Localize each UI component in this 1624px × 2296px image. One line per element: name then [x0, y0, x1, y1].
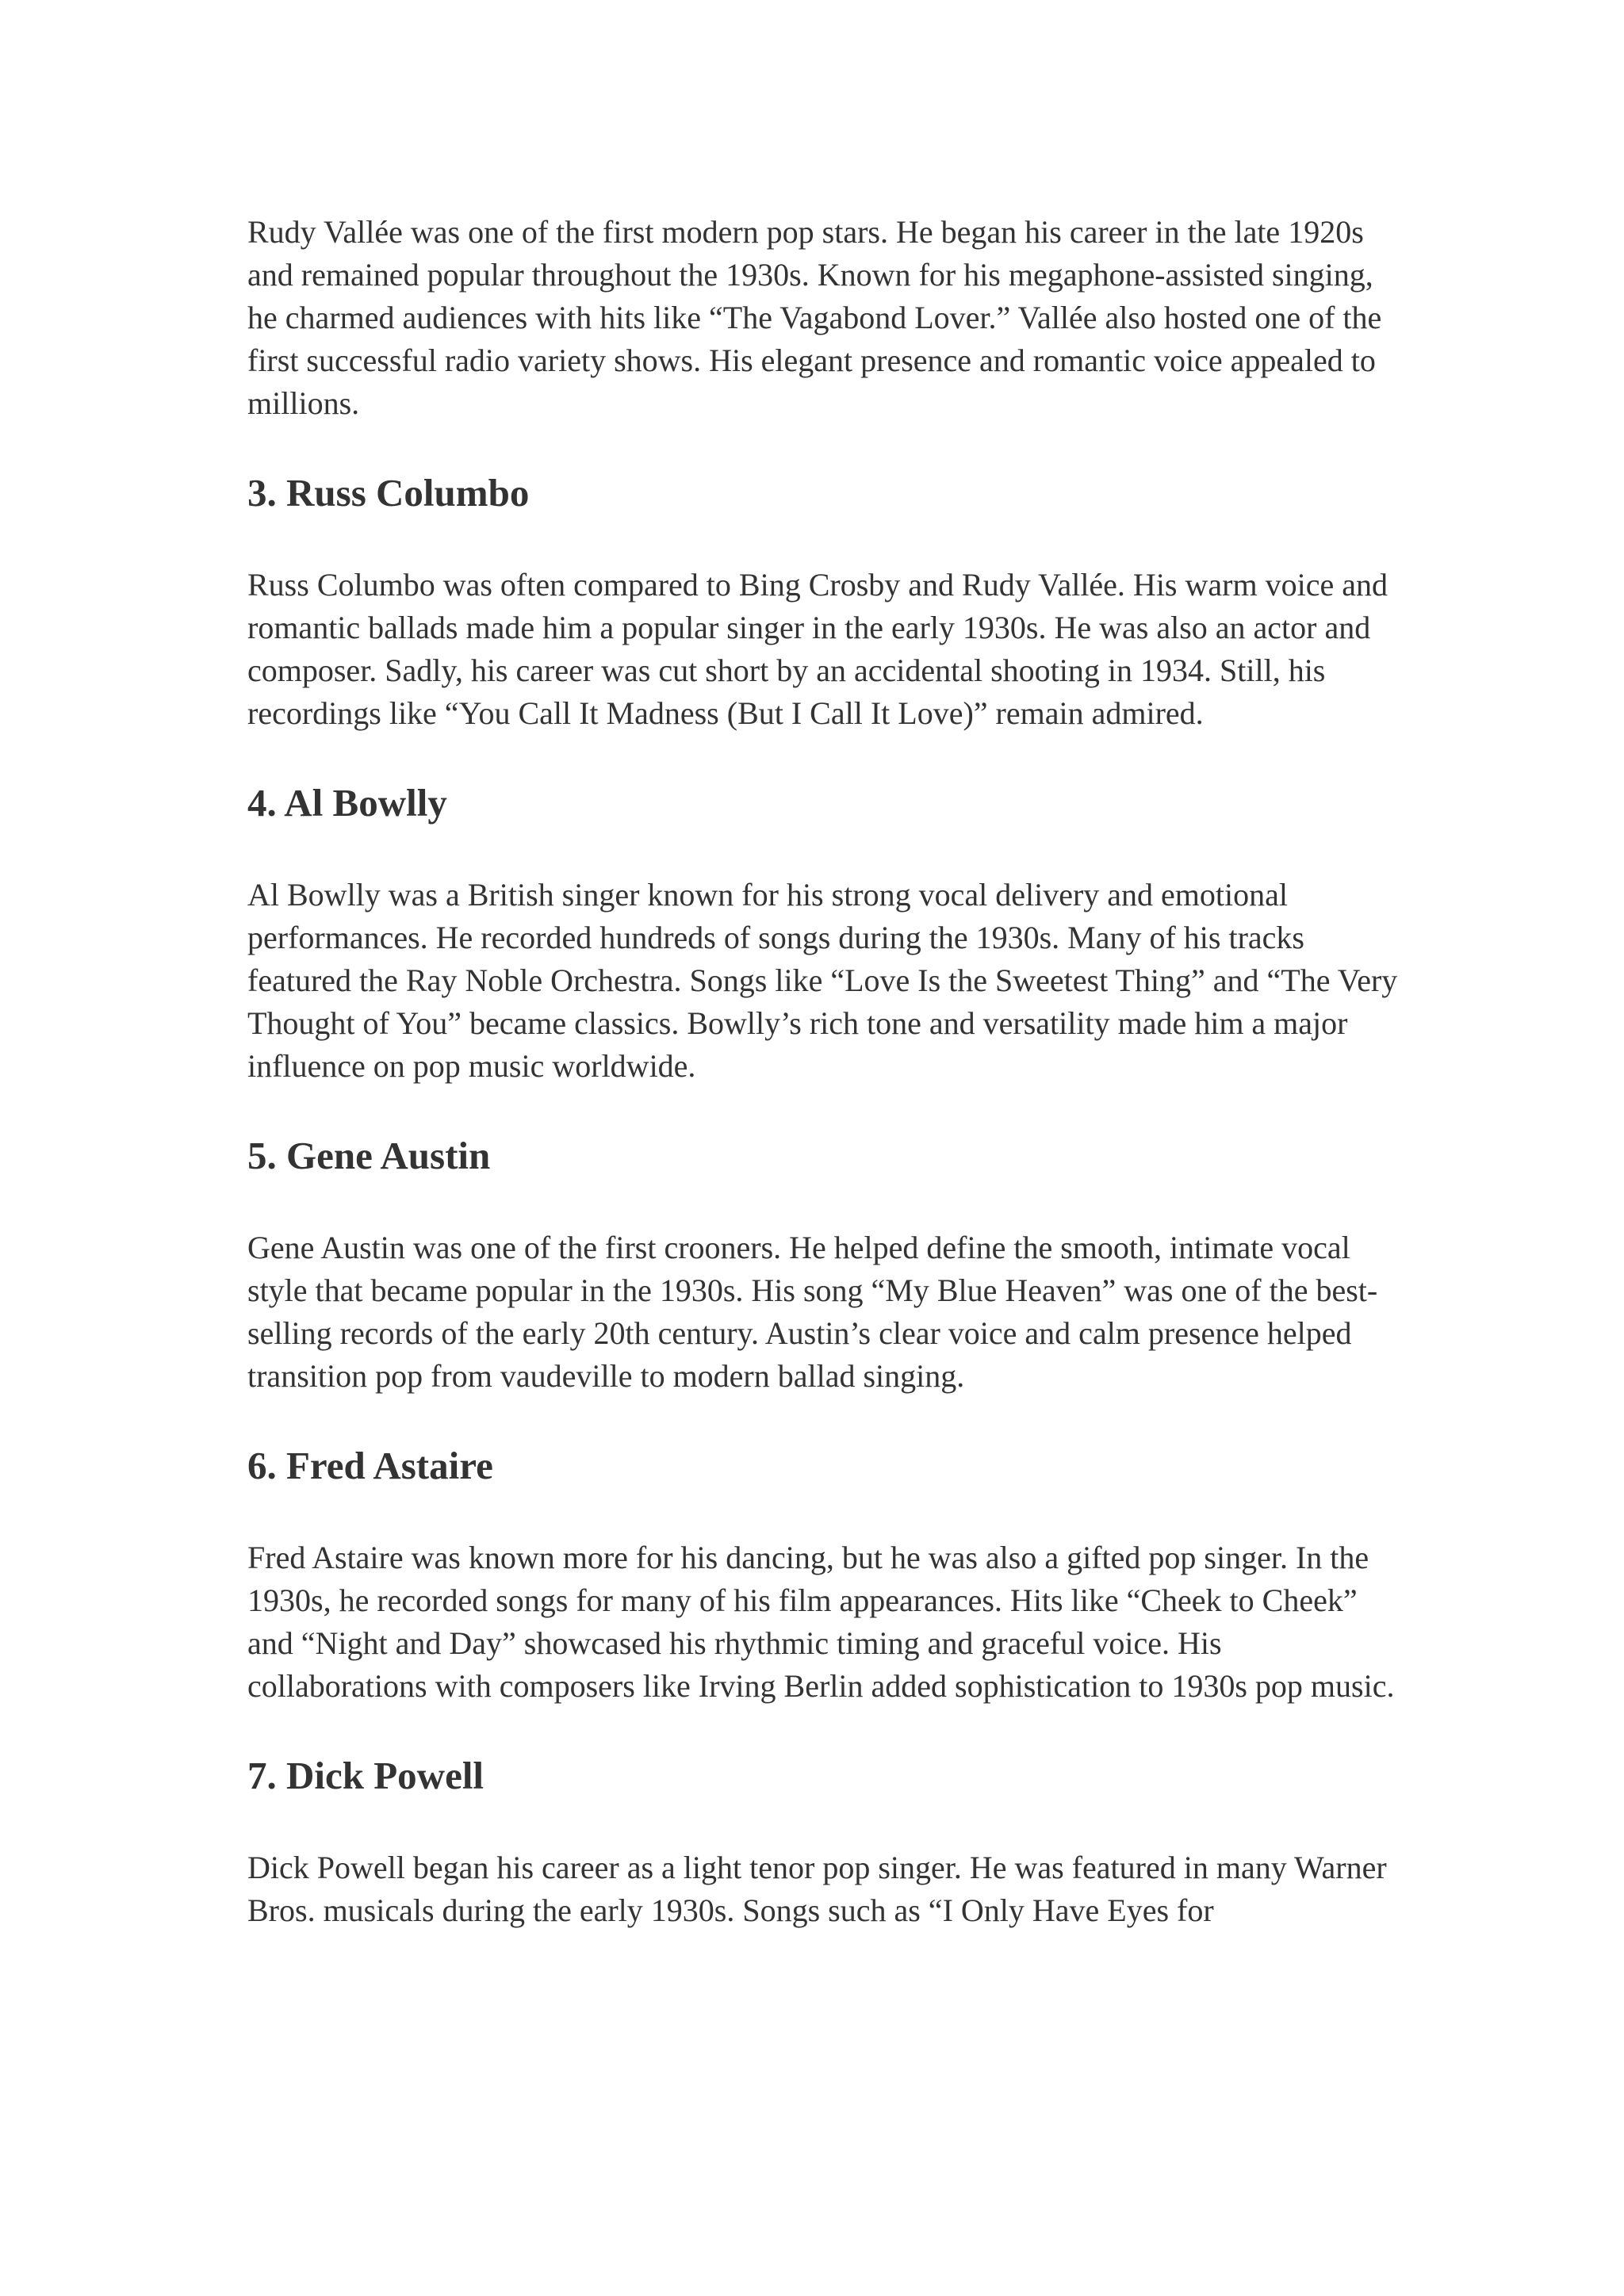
section-heading-al-bowlly: 4. Al Bowlly [247, 781, 447, 825]
document-body [247, 211, 1405, 1932]
section-paragraph-russ-columbo: Russ Columbo was often compared to Bing Crosby and Rudy Vallée. His warm voice and romantic ballads made him a popular singer in the early 1930s. He was also an actor and composer. Sadly, his career was cut short by an accidental shooting in 1934. Still, his recordings like “You Call It Madness (But I Call It Love)” remain admired. [247, 567, 1388, 731]
section-paragraph-dick-powell: Dick Powell began his career as a light tenor pop singer. He was featured in many Warner Bros. musicals during the early 1930s. Songs such as “I Only Have Eyes for [247, 1850, 1387, 1928]
section-heading-fred-astaire: 6. Fred Astaire [247, 1444, 493, 1487]
intro-paragraph: Rudy Vallée was one of the first modern pop stars. He began his career in the late 1920s and remained popular throughout the 1930s. Known for his megaphone-assisted singing, he charmed audiences with hits like “The Vagabond Lover.” Vallée also hosted one of the first successful radio variety shows. His elegant presence and romantic voice appealed to millions. [247, 214, 1382, 421]
section-heading-russ-columbo: 3. Russ Columbo [247, 471, 530, 515]
section-heading-dick-powell: 7. Dick Powell [247, 1754, 485, 1797]
section-paragraph-fred-astaire: Fred Astaire was known more for his dancing, but he was also a gifted pop singer. In the 1930s, he recorded songs for many of his film appearances. Hits like “Cheek to Cheek” and “Night and Day” showcased his rhythmic timing and graceful voice. His collaborations with composers like Irving Berlin added sophistication to 1930s pop music. [247, 1540, 1395, 1704]
section-paragraph-gene-austin: Gene Austin was one of the first crooners. He helped define the smooth, intimate vocal style that became popular in the 1930s. His song “My Blue Heaven” was one of the best-selling records of the early 20th century. Austin’s clear voice and calm presence helped transition pop from vaudeville to modern ballad singing. [247, 1230, 1378, 1394]
section-paragraph-al-bowlly: Al Bowlly was a British singer known for his strong vocal delivery and emotional performances. He recorded hundreds of songs during the 1930s. Many of his tracks featured the Ray Noble Orchestra. Songs like “Love Is the Sweetest Thing” and “The Very Thought of You” became classics. Bowlly’s rich tone and versatility made him a major influence on pop music worldwide. [247, 877, 1398, 1084]
section-heading-gene-austin: 5. Gene Austin [247, 1134, 491, 1177]
